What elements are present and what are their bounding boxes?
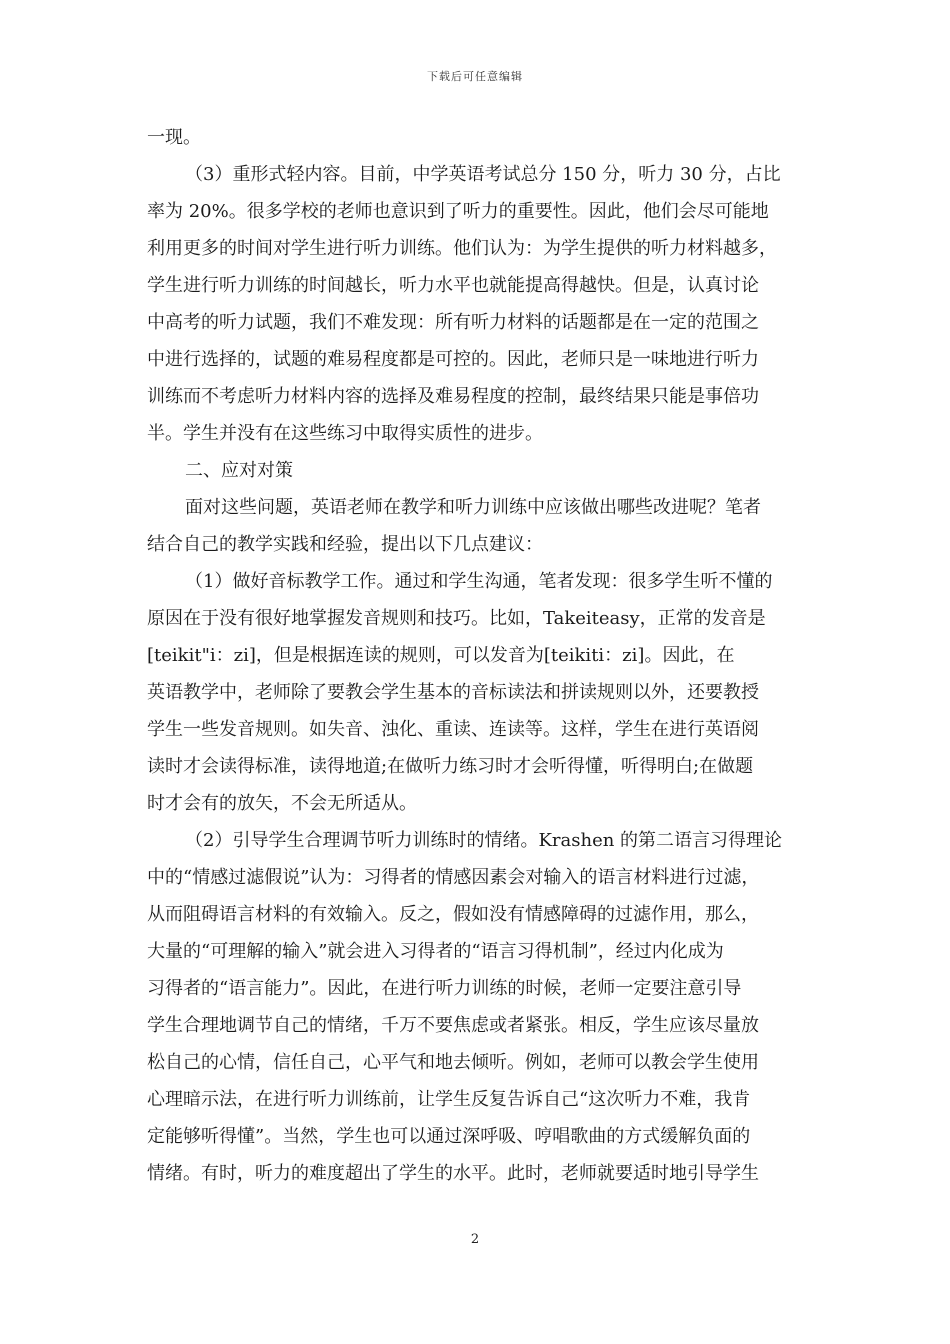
text-line: 松自己的心情，信任自己，心平气和地去倾听。例如，老师可以教会学生使用 bbox=[147, 1052, 759, 1073]
text-line: 学生合理地调节自己的情绪，千万不要焦虑或者紧张。相反，学生应该尽量放 bbox=[147, 1015, 759, 1036]
text-line: 面对这些问题，英语老师在教学和听力训练中应该做出哪些改进呢？笔者 bbox=[185, 497, 761, 518]
text-line: 英语教学中，老师除了要教会学生基本的音标读法和拼读规则以外，还要教授 bbox=[147, 682, 759, 703]
text-line: （2）引导学生合理调节听力训练时的情绪。Krashen 的第二语言习得理论 bbox=[185, 830, 783, 851]
text-line: 中进行选择的，试题的难易程度都是可控的。因此，老师只是一味地进行听力 bbox=[147, 349, 759, 370]
document-body bbox=[147, 124, 809, 1197]
text-line: 半。学生并没有在这些练习中取得实质性的进步。 bbox=[147, 423, 543, 444]
text-line: （1）做好音标教学工作。通过和学生沟通，笔者发现：很多学生听不懂的 bbox=[185, 571, 773, 592]
text-line: 学生进行听力训练的时间越长，听力水平也就能提高得越快。但是，认真讨论 bbox=[147, 275, 759, 296]
text-line: 从而阻碍语言材料的有效输入。反之，假如没有情感障碍的过滤作用，那么， bbox=[147, 904, 759, 925]
text-line: 时才会有的放矢，不会无所适从。 bbox=[147, 793, 417, 814]
text-line: 中高考的听力试题，我们不难发现：所有听力材料的话题都是在一定的范围之 bbox=[147, 312, 759, 333]
text-line: （3）重形式轻内容。目前，中学英语考试总分 150 分，听力 30 分，占比 bbox=[185, 164, 781, 185]
text-line: 训练而不考虑听力材料内容的选择及难易程度的控制，最终结果只能是事倍功 bbox=[147, 386, 759, 407]
text-line: 中的“情感过滤假说”认为：习得者的情感因素会对输入的语言材料进行过滤， bbox=[147, 867, 760, 888]
text-line: 习得者的“语言能力”。因此，在进行听力训练的时候，老师一定要注意引导 bbox=[147, 978, 742, 999]
text-line: 原因在于没有很好地掌握发音规则和技巧。比如，Takeiteasy，正常的发音是 bbox=[147, 608, 766, 629]
text-line: 读时才会读得标准，读得地道;在做听力练习时才会听得懂，听得明白;在做题 bbox=[147, 756, 754, 777]
section-heading: 二、应对对策 bbox=[185, 460, 293, 481]
text-line: 大量的“可理解的输入”就会进入习得者的“语言习得机制”，经过内化成为 bbox=[147, 941, 724, 962]
text-line: 情绪。有时，听力的难度超出了学生的水平。此时，老师就要适时地引导学生 bbox=[147, 1163, 759, 1184]
page-header: 下载后可任意编辑 bbox=[427, 70, 523, 83]
text-line: 利用更多的时间对学生进行听力训练。他们认为：为学生提供的听力材料越多， bbox=[147, 238, 777, 259]
text-line: 定能够听得懂”。当然，学生也可以通过深呼吸、哼唱歌曲的方式缓解负面的 bbox=[147, 1126, 751, 1147]
text-line: 结合自己的教学实践和经验，提出以下几点建议： bbox=[147, 534, 543, 555]
text-line: 学生一些发音规则。如失音、浊化、重读、连读等。这样，学生在进行英语阅 bbox=[147, 719, 759, 740]
page-number: 2 bbox=[470, 1232, 480, 1247]
text-line: 心理暗示法，在进行听力训练前，让学生反复告诉自己“这次听力不难，我肯 bbox=[147, 1089, 751, 1110]
text-line: 率为 20%。很多学校的老师也意识到了听力的重要性。因此，他们会尽可能地 bbox=[147, 201, 769, 222]
text-line: [teikit"i：zi]，但是根据连读的规则，可以发音为[teikiti：zi]。因此，在 bbox=[147, 645, 735, 666]
text-line: 一现。 bbox=[147, 127, 201, 148]
